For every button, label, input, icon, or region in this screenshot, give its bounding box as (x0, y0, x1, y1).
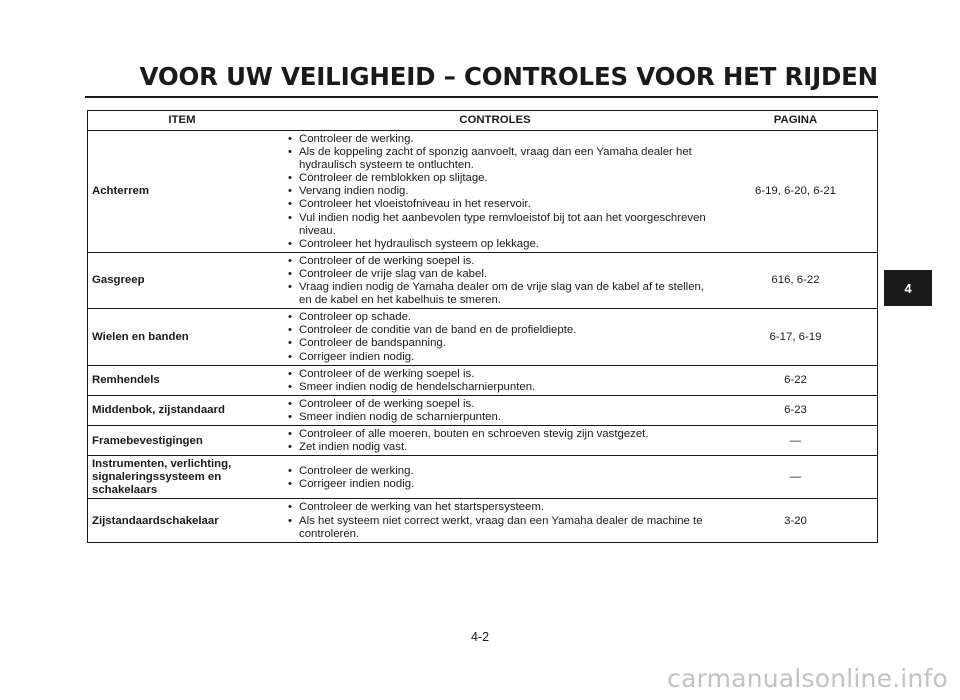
check-item: • Vul indien nodig het aanbevolen type remvloeistof bij tot aan het voorgeschreven niveau. (280, 212, 710, 238)
page-reference: — (714, 456, 878, 499)
controls-cell (276, 131, 714, 253)
check-item: • Corrigeer indien nodig. (280, 351, 710, 364)
checks-table (87, 110, 878, 543)
item-name: Middenbok, zijstandaard (88, 395, 277, 425)
check-list (280, 428, 710, 454)
table-row (88, 499, 878, 542)
check-item: • Als de koppeling zacht of sponzig aanvoelt, vraag dan een Yamaha dealer het hydraulisch systeem te ontluchten. (280, 146, 710, 172)
check-item: • Controleer of de werking soepel is. (280, 368, 710, 381)
check-item: • Als het systeem niet correct werkt, vraag dan een Yamaha dealer de machine te controleren. (280, 515, 710, 541)
table-row (88, 456, 878, 499)
check-item: • Controleer de remblokken op slijtage. (280, 172, 710, 185)
column-header-item: ITEM (88, 111, 277, 131)
check-item: • Zet indien nodig vast. (280, 441, 710, 454)
table-row (88, 309, 878, 365)
check-item: • Vervang indien nodig. (280, 185, 710, 198)
check-item: • Smeer indien nodig de hendelscharnierpunten. (280, 381, 710, 394)
check-item: • Controleer de werking. (280, 465, 710, 478)
watermark: carmanualsonline.info (667, 664, 948, 693)
item-name: Framebevestigingen (88, 425, 277, 455)
check-item: • Smeer indien nodig de scharnierpunten. (280, 411, 710, 424)
check-list (280, 133, 710, 251)
item-name: Zijstandaardschakelaar (88, 499, 277, 542)
column-header-controls: CONTROLES (276, 111, 714, 131)
page-reference: 616, 6-22 (714, 252, 878, 308)
controls-cell (276, 456, 714, 499)
page-header (0, 62, 878, 91)
page-reference: 6-19, 6-20, 6-21 (714, 131, 878, 253)
check-list (280, 398, 710, 424)
check-item: • Controleer de werking. (280, 133, 710, 146)
check-item: • Controleer het hydraulisch systeem op lekkage. (280, 238, 710, 251)
page-reference: — (714, 425, 878, 455)
table-header-row (88, 111, 878, 131)
table-row (88, 252, 878, 308)
controls-cell (276, 499, 714, 542)
controls-cell (276, 365, 714, 395)
check-list (280, 501, 710, 540)
table-body (88, 131, 878, 543)
column-header-page: PAGINA (714, 111, 878, 131)
item-name: Wielen en banden (88, 309, 277, 365)
check-list (280, 368, 710, 394)
check-item: • Controleer het vloeistofniveau in het reservoir. (280, 198, 710, 211)
table-row (88, 425, 878, 455)
table-row (88, 395, 878, 425)
check-item: • Corrigeer indien nodig. (280, 478, 710, 491)
page-title: VOOR UW VEILIGHEID – CONTROLES VOOR HET RIJDEN (139, 62, 878, 91)
check-list (280, 311, 710, 363)
check-list (280, 255, 710, 307)
controls-cell (276, 425, 714, 455)
page-number: 4-2 (470, 630, 490, 644)
controls-cell (276, 395, 714, 425)
controls-cell (276, 309, 714, 365)
check-list (280, 465, 710, 491)
check-item: • Vraag indien nodig de Yamaha dealer om de vrije slag van de kabel af te stellen, en de kabel en het kabelhuis te smeren. (280, 281, 710, 307)
page-reference: 3-20 (714, 499, 878, 542)
check-item: • Controleer of de werking soepel is. (280, 398, 710, 411)
chapter-tab: 4 (884, 270, 932, 306)
check-item: • Controleer de werking van het startspersysteem. (280, 501, 710, 514)
table-row (88, 365, 878, 395)
check-item: • Controleer de bandspanning. (280, 337, 710, 350)
check-item: • Controleer de conditie van de band en de profieldiepte. (280, 324, 710, 337)
table-row (88, 131, 878, 253)
page-reference: 6-23 (714, 395, 878, 425)
item-name: Instrumenten, verlichting, signaleringssysteem en schakelaars (88, 456, 277, 499)
header-rule (85, 96, 878, 98)
controls-cell (276, 252, 714, 308)
check-item: • Controleer op schade. (280, 311, 710, 324)
check-item: • Controleer of alle moeren, bouten en schroeven stevig zijn vastgezet. (280, 428, 710, 441)
item-name: Gasgreep (88, 252, 277, 308)
check-item: • Controleer of de werking soepel is. (280, 255, 710, 268)
item-name: Achterrem (88, 131, 277, 253)
check-item: • Controleer de vrije slag van de kabel. (280, 268, 710, 281)
page-reference: 6-17, 6-19 (714, 309, 878, 365)
item-name: Remhendels (88, 365, 277, 395)
page-reference: 6-22 (714, 365, 878, 395)
